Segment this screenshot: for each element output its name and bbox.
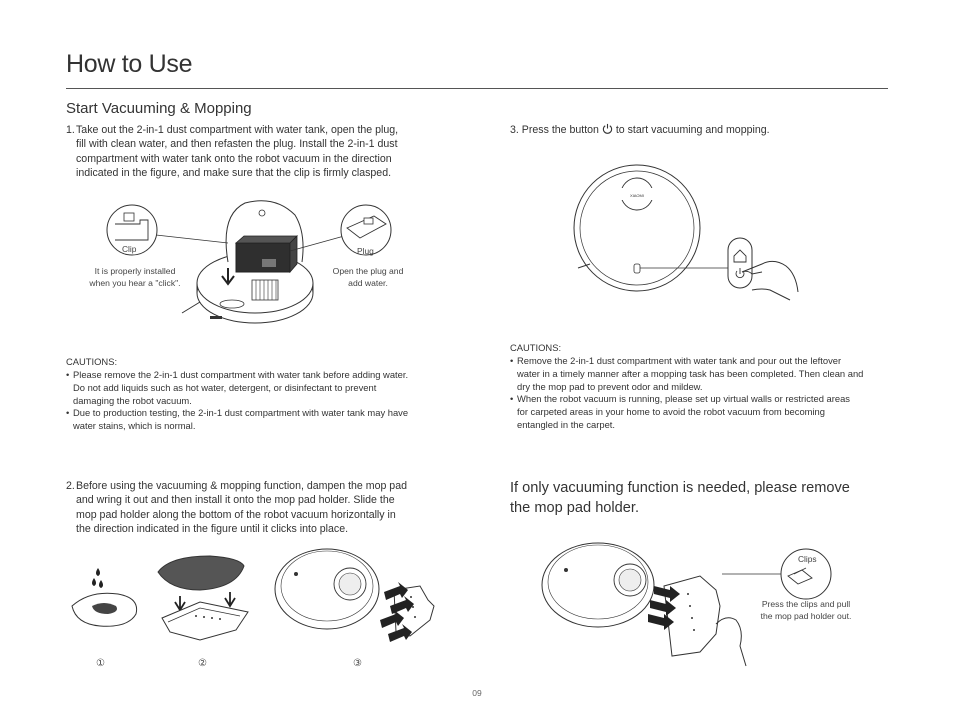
clips-label: Clips [798,554,817,564]
figure-number-2: ② [198,658,207,669]
step1-line: Take out the 2-in-1 dust compartment with water tank, open the plug, [76,124,399,136]
step2-line: the direction indicated in the figure until it clicks into place. [76,523,349,536]
caution-line: water in a timely manner after a mopping task has been completed. Then clean and [517,367,864,379]
caution-line: When the robot vacuum is running, please set up virtual walls or restricted areas [517,393,850,405]
step1-line: fill with clean water, and then refasten the plug. Install the 2-in-1 dust [76,138,398,151]
remove-caption-line: the mop pad holder out. [760,610,852,621]
clip-caption-line: when you hear a "click". [89,277,181,288]
caution-line: Please remove the 2-in-1 dust compartment with water tank before adding water. [73,369,409,380]
caution-line: Do not add liquids such as hot water, detergent, or disinfectant to prevent [73,381,377,393]
caution-line: damaging the robot vacuum. [73,394,192,406]
step1-line: compartment with water tank onto the robot vacuum in the direction [76,152,392,165]
page-title: How to Use [66,50,193,78]
figure-number-3: ③ [353,658,362,669]
caution-line: Due to production testing, the 2-in-1 dust compartment with water tank may have [73,407,409,419]
step1-number: 1. [66,124,75,136]
clip-caption-line: It is properly installed [94,266,176,276]
figure-number-1: ① [96,658,105,669]
caution-item: • Please remove the 2-in-1 dust compartment with water tank before adding water. Do not add liquids such as hot water, detergent, or disinfectant to prevent damaging the robot vacuum. [66,369,451,407]
cautions-heading: CAUTIONS: [66,356,118,367]
cautions-heading: CAUTIONS: [510,342,562,353]
step2-line: Before using the vacuuming & mopping function, dampen the mop pad [76,480,407,492]
caution-line: for carpeted areas in your home to avoid the robot vacuum from becoming [517,406,825,418]
page-number: 09 [472,688,482,698]
step2-number: 2. [66,480,75,492]
caution-line: dry the mop pad to prevent odor and mildew. [517,380,703,392]
section-title: Start Vacuuming & Mopping [66,100,252,117]
caution-line: water stains, which is normal. [73,420,196,432]
step2-line: mop pad holder along the bottom of the robot vacuum horizontally in [76,508,396,521]
heading-line: the mop pad holder. [510,500,640,516]
step3-text-before: Press the button [521,124,599,136]
plug-label: Plug [357,246,374,256]
heading-line: If only vacuuming function is needed, please remove [510,480,850,496]
remove-caption [746,599,866,622]
plug-caption-line: Open the plug and [332,266,404,276]
caution-item: • When the robot vacuum is running, please set up virtual walls or restricted areas for carpeted areas in your home to avoid the robot vacuum from becoming entangled in the carpet. [510,393,895,431]
step3-number: 3. [510,124,519,136]
caution-line: entangled in the carpet. [517,418,615,430]
remove-caption-line: Press the clips and pull [761,599,851,609]
robot-brand: XIAOMI [629,193,645,198]
caution-item: • Remove the 2-in-1 dust compartment with water tank and pour out the leftover water in a timely manner after a mopping task has been completed. Then clean and dry the mop pad to prevent odor and mildew. [510,355,895,393]
step1-line: indicated in the figure, and make sure that the clip is firmly clasped. [76,167,392,180]
plug-caption-line: add water. [348,277,388,288]
step2-line: and wring it out and then install it onto the mop pad holder. Slide the [76,494,395,507]
caution-item: • Due to production testing, the 2-in-1 dust compartment with water tank may have water stains, which is normal. [66,407,451,433]
clip-label: Clip [122,244,137,254]
caution-line: Remove the 2-in-1 dust compartment with water tank and pour out the leftover [517,355,842,366]
step3-text-after: to start vacuuming and mopping. [615,124,770,136]
